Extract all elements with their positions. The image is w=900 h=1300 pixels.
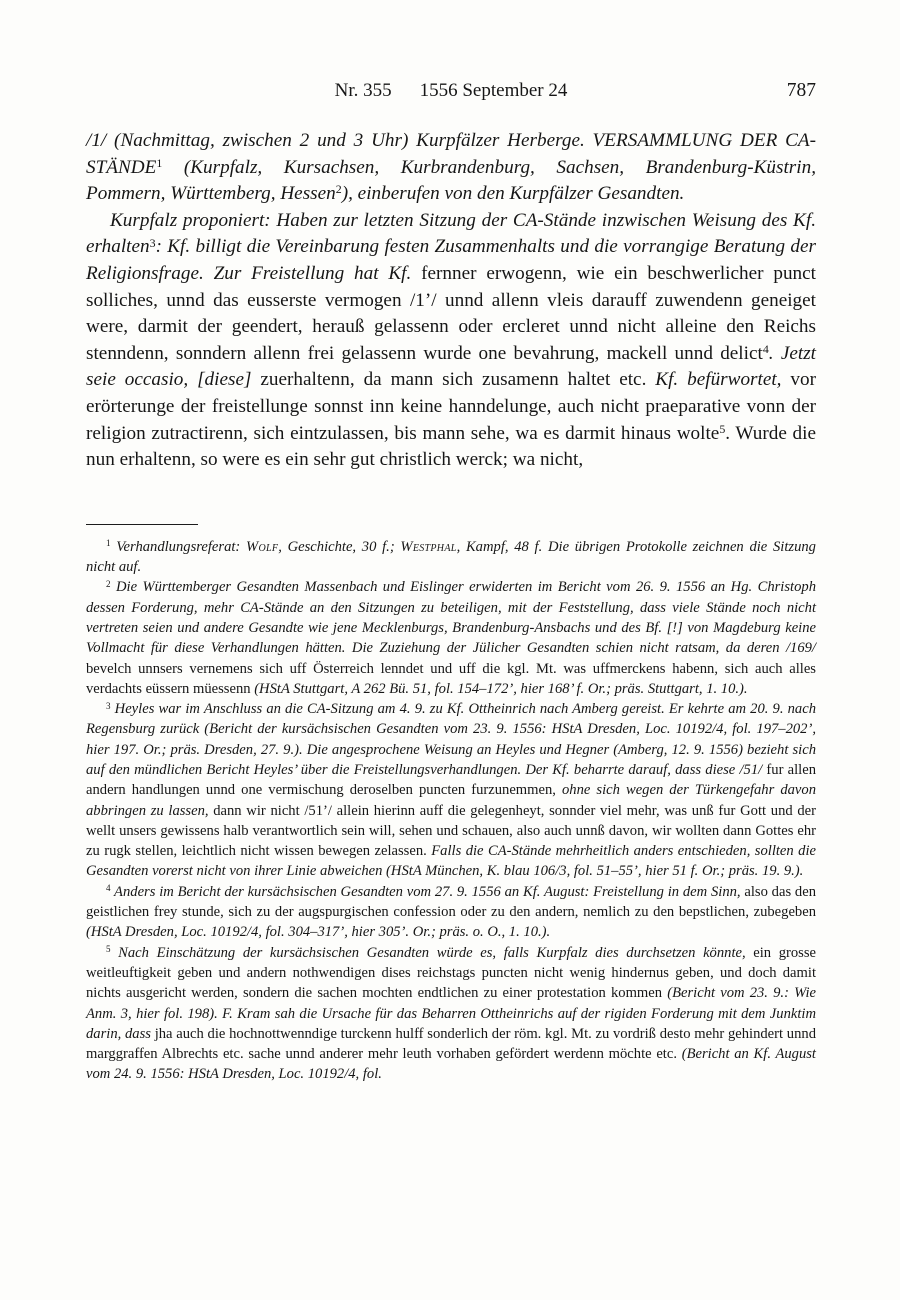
text-run: fur allen andern handlungen unnd one vermischung deroselben puncten furzunemmen, bbox=[86, 761, 816, 799]
text-run: . Wurde die nun erhaltenn, so were es ein sehr gut christlich werck; wa nicht, bbox=[86, 422, 817, 471]
text-run: vor erörterunge der freistellunge sonnst inn keine hanndelunge, auch nicht praeparative vonn der religion zutractirenn, sich eintzulassen, bis mann sehe, wa es darmit hinaus wolte bbox=[86, 369, 816, 444]
footnote-marker: 2 bbox=[106, 578, 111, 589]
text-run: (Bericht an Kf. August vom 24. 9. 1556: HStA Dresden, Loc. 10192/4, fol. bbox=[86, 1046, 816, 1083]
text-run: Anders im Bericht der kursächsischen Gesandten vom 27. 9. 1556 an Kf. August: Freistellung in dem Sinn, bbox=[110, 883, 745, 900]
text-run: zuerhaltenn, da mann sich zusamenn haltet etc. bbox=[260, 369, 656, 391]
doc-date: 1556 September 24 bbox=[419, 80, 568, 101]
footnote-4 bbox=[86, 882, 816, 943]
text-run: , Kampf, 48 f. Die übrigen Protokolle zeichnen die Sitzung nicht auf. bbox=[86, 538, 816, 576]
text-run: ohne sich wegen der Türkengefahr davon abbringen zu lassen, bbox=[86, 782, 816, 819]
paragraph-proposition bbox=[86, 208, 816, 474]
footnote-5 bbox=[86, 943, 816, 1085]
text-run: Wolf bbox=[246, 538, 279, 555]
text-run: (HStA Dresden, Loc. 10192/4, fol. 304–317’, hier 305’. Or.; präs. o. O., 1. 10.). bbox=[86, 924, 551, 941]
text-run: Westphal bbox=[400, 538, 457, 555]
text-run: dann wir nicht /51’/ allein hierinn auff die gelegenheyt, sonnder viel mehr, was unß fur Gott und der wellt unsers gewissens halb verantwortlich sein will, sehen und schauen, also auch unnß davon, wir wollten dann Gottes ehr zu rugk stellen, leichtlich nicht wissen bewegen zelassen. bbox=[86, 802, 817, 860]
footnote-marker: 1 bbox=[156, 155, 163, 170]
text-run: also das den geistlichen frey stunde, sich zu der augspurgischen confession oder zu den andern, nemlich zu den bepstlichen, zubegeben bbox=[86, 883, 816, 921]
footnote-1 bbox=[86, 537, 816, 578]
footnote-3 bbox=[86, 699, 816, 882]
footnote-marker: 5 bbox=[719, 421, 726, 436]
text-run: (Kurpfalz, Kursachsen, Kurbrandenburg, Sachsen, Brandenburg-Küstrin, Pommern, Württemberg, Hessen bbox=[86, 156, 816, 205]
main-text bbox=[86, 128, 816, 474]
text-run: fernner erwogenn, wie ein beschwerlicher punct solliches, unnd das eusserste vermogen /1’/ unnd allenn vleis darauff zuwendenn geneiget were, darmit der geendert, herauß gelassenn oder ercleret unnd nicht alleine den Reichs stenndenn, sonndern allenn frei gelassenn wurde one bevahrung, mackell unnd delict bbox=[86, 262, 816, 364]
footnote-separator bbox=[86, 524, 198, 525]
text-run: Kf. befürwortet, bbox=[655, 369, 791, 391]
text-run: Falls die CA-Stände mehrheitlich anders entschieden, sollten die Gesandten vorerst nicht von ihrer Linie abweichen (HStA München, K. blau 106/3, fol. 51–55’, hier 51 f. Or.; präs. 19. 9.). bbox=[86, 843, 816, 880]
text-run: Verhandlungsreferat: bbox=[110, 538, 247, 555]
text-run: , Geschichte, 30 f.; bbox=[278, 538, 401, 555]
footnote-marker: 1 bbox=[106, 538, 111, 549]
text-run: ein grosse weitleuftigkeit geben und andern nothwendigen dises reichstags puncten nicht wenig hindernus geben, und doch damit nichts ausgericht werden, sondern die sachen mochten endtlichen zu einer protestation kommen bbox=[86, 944, 816, 1002]
text-run: Kurpfalz proponiert: Haben zur letzten Sitzung der CA-Stände inzwischen Weisung des Kf. erhalten bbox=[86, 209, 816, 258]
text-run: jha auch die hochnottwenndige turckenn hulff sonderlich der röm. kgl. Mt. zu vordriß desto mehr gehindert unnd marggraffen Albrechts etc. sache unnd anderer mehr leuth vorhaben gefördert werdenn möchte etc. bbox=[86, 1025, 816, 1063]
footnote-marker: 3 bbox=[106, 700, 111, 711]
footnote-marker: 4 bbox=[762, 342, 769, 357]
page-header bbox=[86, 80, 816, 106]
text-run: Heyles war im Anschluss an die CA-Sitzung am 4. 9. zu Kf. Ottheinrich nach Amberg gereist. Er kehrte am 20. 9. nach Regensburg zurück (Bericht der kursächsischen Gesandten vom 23. 9. 1556: HStA Dresden, Loc. 10192/4, fol. 197–202’, hier 197. Or.; präs. Dresden, 27. 9.). Die angesprochene Weisung an Heyles und Hegner (Amberg, 12. 9. 1556) bezieht sich auf den mündlichen Bericht Heyles’ über die Freistellungsverhandlungen. Der Kf. beharrte darauf, dass diese /51/ bbox=[86, 701, 816, 778]
text-run: . Jetzt seie occasio, [diese] bbox=[86, 342, 817, 391]
text-run: /1/ (Nachmittag, zwischen 2 und 3 Uhr) Kurpfälzer Herberge. VERSAMMLUNG DER CA-STÄNDE bbox=[86, 130, 816, 178]
text-run: Nach Einschätzung der kursächsischen Gesandten würde es, falls Kurpfalz dies durchsetzen könnte, bbox=[110, 944, 754, 961]
paragraph-heading bbox=[86, 128, 816, 208]
footnote-marker: 2 bbox=[335, 182, 342, 197]
footnotes-section bbox=[86, 537, 816, 1085]
text-run: bevelch unnsers vernemens sich uff Österreich lenndet und uff die kgl. Mt. was uffmerckens habenn, sich auch alles verdachts eüssern müessenn bbox=[86, 660, 816, 697]
running-head bbox=[86, 80, 816, 102]
footnote-marker: 5 bbox=[106, 944, 111, 955]
footnote-2 bbox=[86, 577, 816, 699]
page-number: 787 bbox=[786, 80, 816, 101]
text-run: : Kf. billigt die Vereinbarung festen Zusammenhalts und die vorrangige Beratung der Religionsfrage. Zur Freistellung hat Kf. bbox=[86, 236, 816, 284]
footnote-marker: 4 bbox=[106, 883, 111, 894]
footnote-marker: 3 bbox=[149, 235, 156, 250]
text-run: ), einberufen von den Kurpfälzer Gesandten. bbox=[341, 183, 685, 205]
text-run: (Bericht vom 23. 9.: Wie Anm. 3, hier fol. 198). F. Kram sah die Ursache für das Beharren Ottheinrichs auf der rigiden Forderung mit dem Junktim darin, dass bbox=[86, 985, 816, 1042]
doc-number: Nr. 355 bbox=[334, 80, 392, 101]
text-run: Die Württemberger Gesandten Massenbach und Eislinger erwiderten im Bericht vom 26. 9. 1556 an Hg. Christoph dessen Forderung, mehr CA-Stände an den Sitzungen zu beteiligen, mit der Feststellung, dass viele Stände noch nicht vertreten seien und andere Gesandte wie jene Mecklenburgs, Brandenburg-Ansbachs und des Bf. [!] von Magdeburg keine Vollmacht für diese Verhandlungen hätten. Die Zuziehung der Jülicher Gesandten schien nicht ratsam, da deren /169/ bbox=[86, 579, 816, 657]
text-run: (HStA Stuttgart, A 262 Bü. 51, fol. 154–172’, hier 168’ f. Or.; präs. Stuttgart, 1. 10.). bbox=[254, 680, 748, 697]
